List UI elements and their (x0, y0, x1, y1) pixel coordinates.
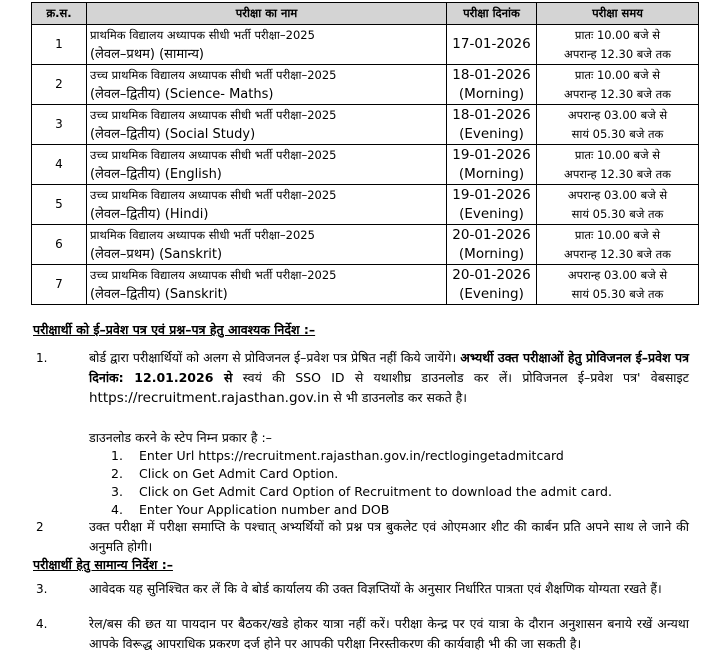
time-start: प्रातः 10.00 बजे से (574, 27, 661, 42)
download-step (111, 466, 338, 481)
exam-level: (लेवल–द्वितीय) (Science- Maths) (90, 86, 274, 102)
row-exam-time (537, 105, 699, 145)
time-end: सायं 05.30 बजे तक (571, 206, 664, 221)
item-number: 3. (36, 582, 48, 596)
header-exam-name: परीक्षा का नाम (87, 3, 447, 25)
exam-level: (लेवल–द्वितीय) (Sanskrit) (90, 286, 228, 302)
row-exam-time (537, 225, 699, 265)
table-row (32, 65, 699, 105)
step-number: 2. (111, 466, 123, 481)
table-row (32, 105, 699, 145)
download-step (111, 448, 564, 463)
exam-session: (Evening) (459, 125, 524, 142)
time-start: प्रातः 10.00 बजे से (574, 147, 661, 162)
row-exam-date (447, 225, 537, 265)
exam-date: 17-01-2026 (452, 36, 531, 52)
row-serial: 1 (32, 25, 87, 65)
row-exam-time (537, 185, 699, 225)
row-exam-name (87, 225, 447, 265)
row-exam-name (87, 105, 447, 145)
travel-discipline-instruction: रेल/बस की छत या पायदान पर बैठकर/खडे होकर यात्रा नहीं करें। परीक्षा केन्द्र पर एवं यात्रा के दौरान अनुशासन बनाये रखें अन्यथा आपके विरूद्ध आपराधिक प्रकरण दर्ज होने पर आपकी परीक्षा निरस्तीकरण की कार्यवाही भी की जा सकती है। (89, 616, 689, 651)
download-step (111, 502, 389, 517)
time-start: अपरान्ह 03.00 बजे से (567, 107, 668, 122)
row-serial: 3 (32, 105, 87, 145)
step-number: 1. (111, 448, 123, 463)
table-row (32, 265, 699, 305)
row-serial: 4 (32, 145, 87, 185)
step-text: Click on Get Admit Card Option of Recruitment to download the admit card. (139, 484, 612, 499)
text-segment: बोर्ड द्वारा परीक्षार्थियों को अलग से प्रोविजनल ई–प्रवेश पत्र प्रेषित नहीं किये जायेंगे। (89, 350, 457, 365)
row-exam-date (447, 105, 537, 145)
row-exam-date (447, 185, 537, 225)
exam-date: 19-01-2026 (452, 186, 531, 203)
exam-title: प्राथमिक विद्यालय अध्यापक सीधी भर्ती परीक्षा–2025 (90, 227, 315, 242)
row-exam-name (87, 265, 447, 305)
time-start: प्रातः 10.00 बजे से (574, 67, 661, 82)
row-exam-time (537, 25, 699, 65)
exam-schedule-table (31, 2, 699, 305)
step-text: Click on Get Admit Card Option. (139, 466, 339, 481)
exam-title: उच्च प्राथमिक विद्यालय अध्यापक सीधी भर्ती परीक्षा–2025 (90, 147, 337, 162)
row-exam-date (447, 265, 537, 305)
row-exam-date (447, 25, 537, 65)
exam-date: 20-01-2026 (452, 226, 531, 243)
exam-level: (लेवल–द्वितीय) (Social Study) (90, 126, 256, 142)
step-number: 3. (111, 484, 123, 499)
exam-level: (लेवल–द्वितीय) (English) (90, 166, 222, 182)
time-end: अपरान्ह 12.30 बजे तक (564, 46, 671, 61)
row-exam-name (87, 145, 447, 185)
row-exam-time (537, 145, 699, 185)
time-end: अपरान्ह 12.30 बजे तक (564, 86, 671, 101)
time-end: अपरान्ह 12.30 बजे तक (564, 166, 671, 181)
exam-level: (लेवल–द्वितीय) (Hindi) (90, 206, 209, 222)
time-start: अपरान्ह 03.00 बजे से (567, 267, 668, 282)
download-step (111, 484, 612, 499)
time-end: अपरान्ह 12.30 बजे तक (564, 246, 671, 261)
question-booklet-instruction: उक्त परीक्षा में परीक्षा समाप्ति के पश्चात् अभ्यर्थियों को प्रश्न पत्र बुकलेट एवं ओएमआर शीट की कार्बन प्रति अपने साथ ले जाने की अनुमति होगी। (89, 519, 689, 554)
exam-date: 18-01-2026 (452, 106, 531, 123)
row-exam-time (537, 65, 699, 105)
step-text: Enter Your Application number and DOB (139, 502, 390, 517)
exam-date: 19-01-2026 (452, 146, 531, 163)
exam-date: 18-01-2026 (452, 66, 531, 83)
time-start: प्रातः 10.00 बजे से (574, 227, 661, 242)
exam-title: उच्च प्राथमिक विद्यालय अध्यापक सीधी भर्ती परीक्षा–2025 (90, 67, 337, 82)
exam-session: (Evening) (459, 205, 524, 222)
row-exam-name (87, 65, 447, 105)
exam-level: (लेवल–प्रथम) (Sanskrit) (90, 246, 223, 262)
admit-card-date-notice: अभ्यर्थी उक्त परीक्षाओं हेतु प्रोविजनल ई–प्रवेश पत्र दिनांक: 12.01.2026 से (89, 350, 690, 385)
exam-session: (Morning) (458, 245, 525, 262)
time-start: अपरान्ह 03.00 बजे से (567, 187, 668, 202)
row-serial: 2 (32, 65, 87, 105)
exam-title: उच्च प्राथमिक विद्यालय अध्यापक सीधी भर्ती परीक्षा–2025 (90, 187, 337, 202)
admit-card-instruction-text (89, 348, 689, 408)
table-row (32, 185, 699, 225)
row-exam-time (537, 265, 699, 305)
exam-session: (Evening) (459, 285, 524, 302)
general-instructions-heading: परीक्षार्थी हेतु सामान्य निर्देश :– (33, 557, 173, 572)
header-exam-date: परीक्षा दिनांक (447, 3, 537, 25)
admit-card-instructions-heading: परीक्षार्थी को ई–प्रवेश पत्र एवं प्रश्न–पत्र हेतु आवश्यक निर्देश :– (33, 322, 316, 337)
table-row (32, 225, 699, 265)
row-exam-date (447, 65, 537, 105)
time-end: सायं 05.30 बजे तक (571, 126, 664, 141)
row-exam-date (447, 145, 537, 185)
table-header-row (32, 3, 699, 25)
row-serial: 6 (32, 225, 87, 265)
exam-level: (लेवल–प्रथम) (सामान्य) (90, 46, 204, 62)
item-number: 4. (36, 617, 48, 631)
item-number: 1. (36, 351, 48, 365)
exam-title: उच्च प्राथमिक विद्यालय अध्यापक सीधी भर्ती परीक्षा–2025 (90, 107, 337, 122)
item-number: 2 (36, 520, 44, 534)
text-segment: स्वयं की SSO ID से यथाशीघ्र डाउनलोड कर लें। प्रोविजनल ई–प्रवेश पत्र' वेबसाइट (242, 370, 689, 385)
time-end: सायं 05.30 बजे तक (571, 286, 664, 301)
exam-session: (Morning) (458, 165, 525, 182)
text-segment: से भी डाउनलोड कर सकते है। (333, 390, 468, 405)
table-row (32, 25, 699, 65)
step-text: Enter Url https://recruitment.rajasthan.gov.in/rectlogingetadmitcard (139, 448, 564, 463)
header-exam-time: परीक्षा समय (537, 3, 699, 25)
exam-title: प्राथमिक विद्यालय अध्यापक सीधी भर्ती परीक्षा–2025 (90, 27, 315, 42)
website-url[interactable]: https://recruitment.rajasthan.gov.in (89, 390, 330, 406)
exam-session: (Morning) (458, 85, 525, 102)
header-serial: क्र.स. (32, 3, 87, 25)
table-row (32, 145, 699, 185)
exam-title: उच्च प्राथमिक विद्यालय अध्यापक सीधी भर्ती परीक्षा–2025 (90, 267, 337, 282)
row-exam-name (87, 185, 447, 225)
step-number: 4. (111, 502, 123, 517)
row-serial: 7 (32, 265, 87, 305)
row-serial: 5 (32, 185, 87, 225)
eligibility-instruction: आवेदक यह सुनिश्चित कर लें कि वे बोर्ड कार्यालय की उक्त विज्ञप्तियों के अनुसार निर्धारित पात्रता एवं शैक्षणिक योग्यता रखते हैं। (89, 581, 662, 596)
download-steps-intro: डाउनलोड करने के स्टेप निम्न प्रकार है :– (89, 430, 272, 445)
exam-date: 20-01-2026 (452, 266, 531, 283)
row-exam-name (87, 25, 447, 65)
